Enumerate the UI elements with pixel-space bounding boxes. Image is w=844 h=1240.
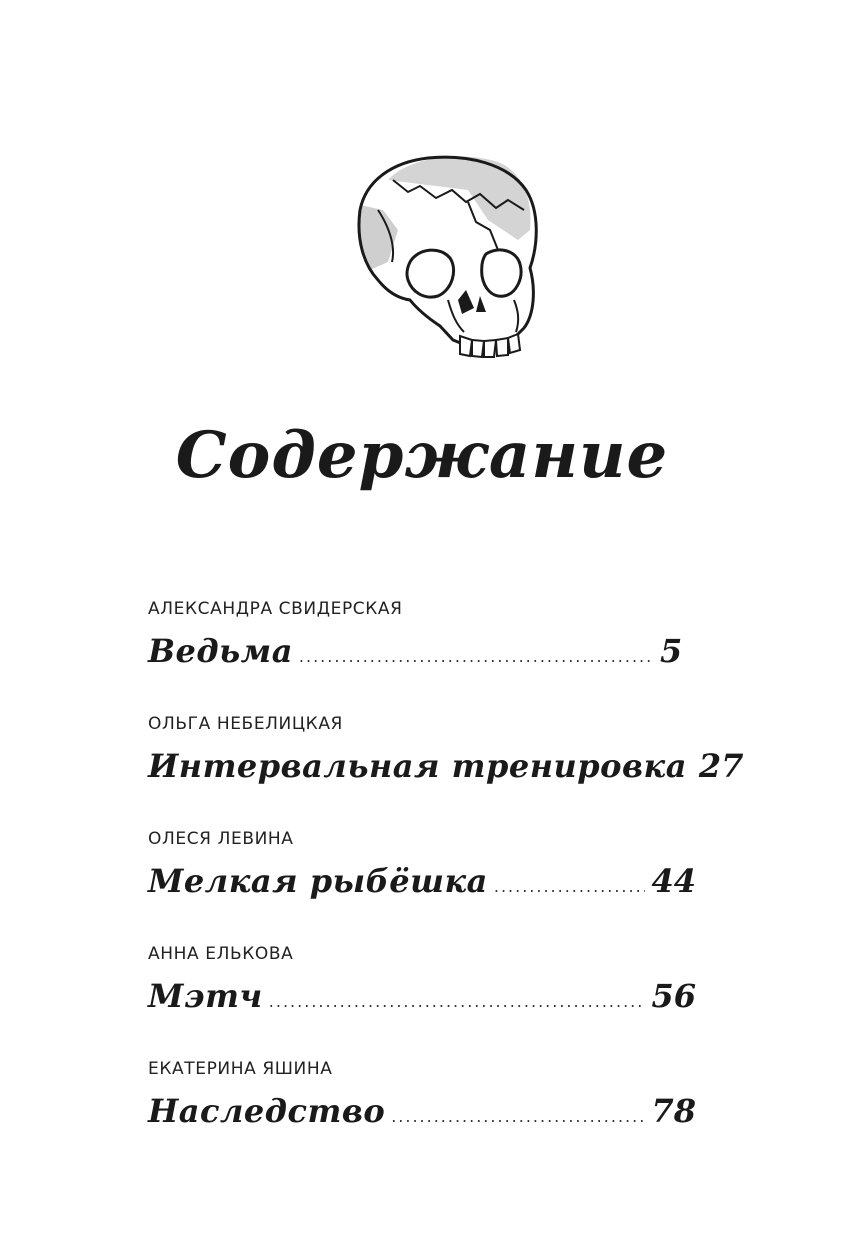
page-number: 27 — [698, 747, 744, 785]
story-title: Наследство — [148, 1092, 386, 1130]
author-name: АННА ЕЛЬКОВА — [148, 944, 294, 964]
page-number: 5 — [660, 632, 683, 670]
toc-line — [148, 862, 696, 900]
page-number: 44 — [651, 862, 696, 900]
author-name: ЕКАТЕРИНА ЯШИНА — [148, 1059, 333, 1079]
story-title: Мэтч — [148, 977, 263, 1015]
dot-leader — [494, 877, 646, 896]
toc-line — [148, 747, 744, 785]
toc-entry — [148, 596, 696, 708]
toc-entry — [148, 826, 696, 938]
table-of-contents — [148, 593, 744, 1168]
toc-entry — [148, 1056, 696, 1168]
toc-line — [148, 1092, 696, 1130]
skull-icon — [348, 150, 543, 365]
story-title: Мелкая рыбёшка — [148, 862, 488, 900]
page-number: 56 — [651, 977, 696, 1015]
author-name: АЛЕКСАНДРА СВИДЕРСКАЯ — [148, 599, 403, 619]
skull-illustration — [348, 150, 543, 365]
dot-leader — [269, 992, 646, 1011]
page-number: 78 — [651, 1092, 696, 1130]
dot-leader — [391, 1107, 645, 1126]
toc-entry — [148, 711, 744, 823]
dot-leader — [299, 647, 654, 666]
toc-line — [148, 977, 696, 1015]
author-name: ОЛЕСЯ ЛЕВИНА — [148, 829, 294, 849]
author-name: ОЛЬГА НЕБЕЛИЦКАЯ — [148, 714, 343, 734]
toc-line — [148, 632, 696, 670]
toc-entry — [148, 941, 696, 1053]
page-title: Содержание — [175, 418, 669, 493]
story-title: Интервальная тренировка — [148, 747, 687, 785]
story-title: Ведьма — [148, 632, 293, 670]
